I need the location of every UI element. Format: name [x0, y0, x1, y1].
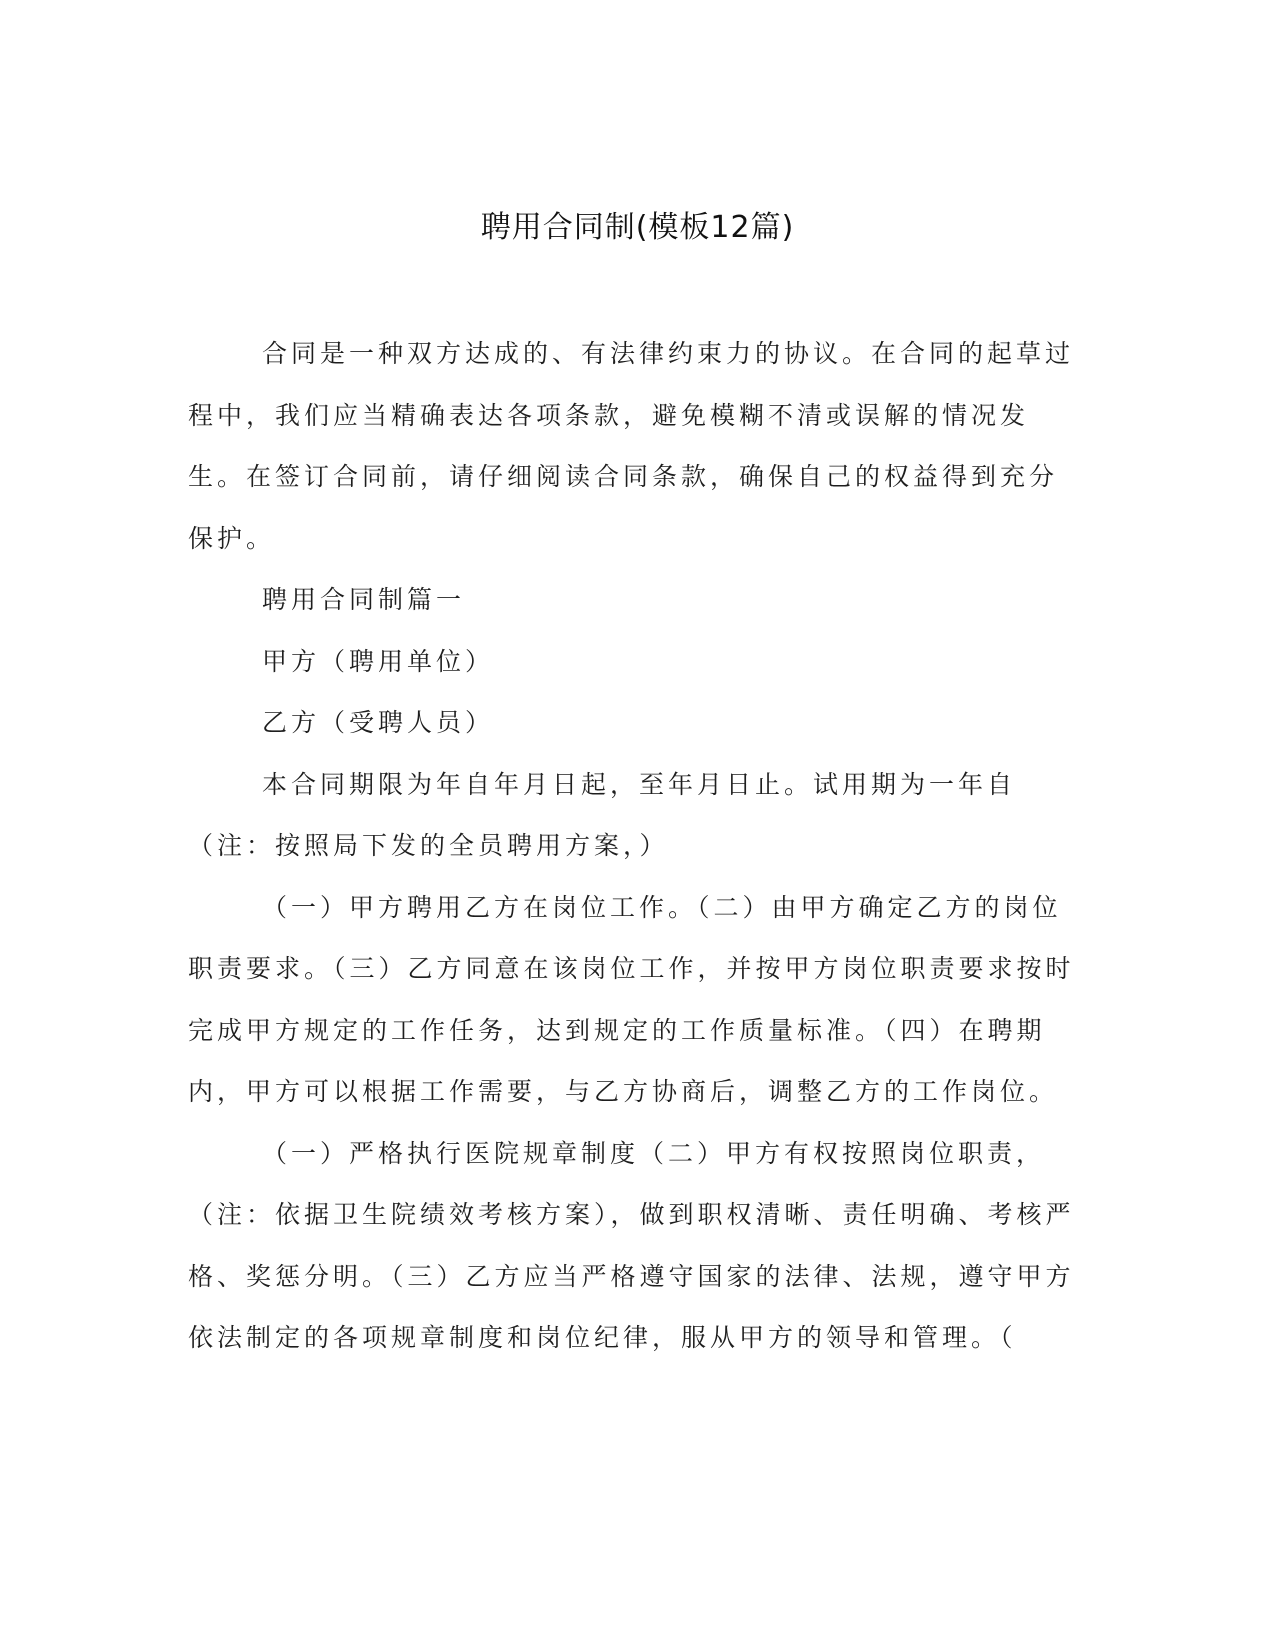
- document-body: [188, 323, 1078, 1369]
- document-title: 聘用合同制(模板12篇): [480, 210, 795, 245]
- term-paragraph: 本合同期限为年自年月日起，至年月日止。试用期为一年自（注：按照局下发的全员聘用方案，）: [188, 769, 1017, 860]
- party-b-line: 乙方（受聘人员）: [262, 708, 495, 737]
- section-heading: 聘用合同制篇一: [262, 585, 466, 614]
- position-paragraph: （一）甲方聘用乙方在岗位工作。（二）由甲方确定乙方的岗位职责要求。（三）乙方同意在该岗位工作，并按甲方岗位职责要求按时完成甲方规定的工作任务，达到规定的工作质量标准。（四）在聘期内，甲方可以根据工作需要，与乙方协商后，调整乙方的工作岗位。: [188, 892, 1075, 1106]
- intro-paragraph: 合同是一种双方达成的、有法律约束力的协议。在合同的起草过程中，我们应当精确表达各项条款，避免模糊不清或误解的情况发生。在签订合同前，请仔细阅读合同条款，确保自己的权益得到充分保护。: [188, 339, 1075, 553]
- party-a-line: 甲方（聘用单位）: [262, 646, 495, 676]
- rules-paragraph: （一）严格执行医院规章制度（二）甲方有权按照岗位职责，（注：依据卫生院绩效考核方案），做到职权清晰、责任明确、考核严格、奖惩分明。（三）乙方应当严格遵守国家的法律、法规，遵守甲方依法制定的各项规章制度和岗位纪律，服从甲方的领导和管理。（: [188, 1138, 1075, 1352]
